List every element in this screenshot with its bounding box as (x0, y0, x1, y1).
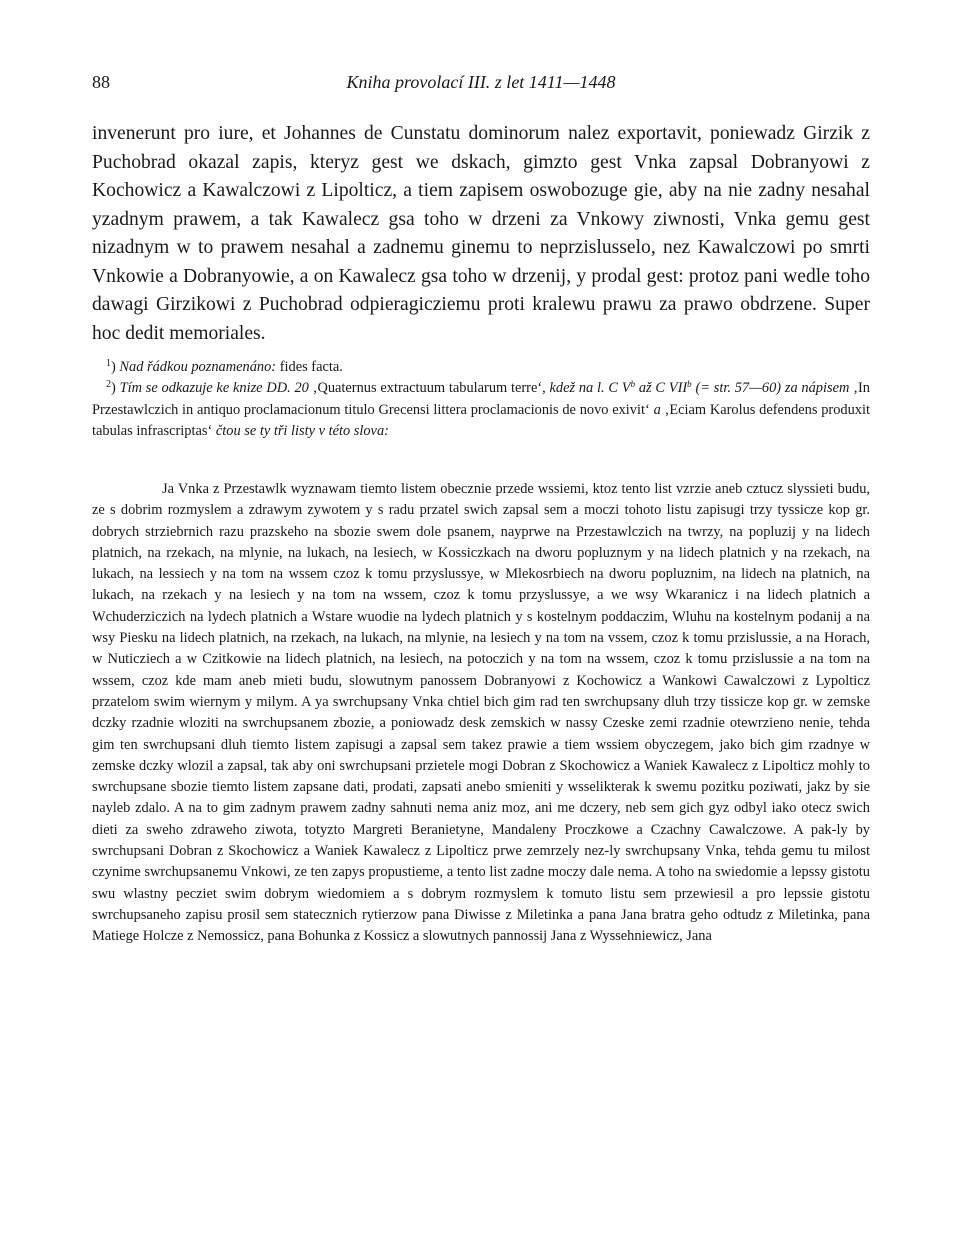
footnote-2-editorial-6: čtou se ty tři listy v této slova: (215, 422, 389, 439)
charter-text: Ja Vnka z Przestawlk wyznawam tiemto listem obecznie przede wssiemi, ktoz tento list vzrzie aneb cztucz slyssieti budu, ze s dobrim rozmyslem a zdrawym zywotem y s radu przatel swich zapsal sem a moczi tohoto listu zapisugi trzy tyssicze kop gr. dobrych strziebrnich razu prazskeho na sbozie swem dole psanem, nayprwe na Przestawlczich na twrzy, na popluzij y na lidech platnich, na rzekach, na mlynie, na lukach, na lesiech, w Kossiczkach na dworu popluznym y na lidech platnich y na rzekach, na lukach, na lessiech y na tom na wssem czoz k tomu przyslussye, w Mlekosrbiech na dworu popluznim, na lidech na platnich, na lukach, na rzekach y na lesiech y na tom na wssem, czoz k tomu przyslussye, a we wsy Wkaranicz i na lidech platnich a Wchuderziczich na lydech platnich a Wstare wuodie na lydech platnich y s kostelnym poddaczim, Wluhu na kostelnym podanij a na wsy Piesku na lidech platnich, na rzekach, na lukach, na mlynie, na lesiech y na tom na vssem, czoz k tomu przislussie, a na Horach, w Nuticziech a w Czitkowie na lidech platnich, na lesiech, na potoczich y na tom na wssem, czoz k tomu przislussie a na tom na wssem, czoz kde mam aneb mieti budu, slowutnym panossem Dobranyowi z Kochowicz a Wankowi Cawalczowi z Lypolticz przatelom swim wiernym y milym. A ya swrchupsany Vnka chtiel bich gim rad ten swrchupsany dluh trzy tissicze kop gr. w zemske dczky rzadnie wloziti na swrchupsanem zbozie, a poniowadz desk zemskich w nassy Czeske zemi rzadnie otewrzieno nenie, tehda gim ten swrchupsani dluh tiemto listem zapisugi a zapsal sem takez prawie a tiem wssiem obyczegem, jako bich gim rzadnye w zemske dczky wlozil a zapsal, tak aby oni swrchupsani przietele mogi Dobran z Skochowicz a Waniek Kawalecz z Lipolticz mohly to swrchupsane sbozie tiemto listem zapsane dati, prodati, zapsati anebo smieniti y wsselikterak k swemu pozitku poziwati, jakz by sie nayleb zdalo. A na to gim zadnym prawem zadny sahnuti nema aniz moz, ani me dczery, neb sem gich gyz odbyl iako otecz swich dieti za sweho zdraweho ziwota, totyzto Margreti Beranietyne, Mandaleny Proczkowe a Czachny Cawalczowe. A pak-ly by swrchupsani Dobran z Skochowicz a Waniek Kawalecz z Lipolticz prwe zemrzely nez-ly swrchupsany Vnka, tehda gemu tu milost czynime swrchupsanemu Vnkowi, ze ten zapys propustieme, a tento list zadne moczy dale nema. A toho na swiedomie a lepssy gistotu swu wlastny pecziet swim dobrym wiedomiem a s dobrym rozmyslem k tomuto listu sem przewiesil a pro lepssie gistotu swrchupsaneho zapisu prosil sem statecznich rytierzow pana Diwisse z Miletinka a pana Jana bratra geho odtudz z Miletinka, pana Matiege Holcze z Nemossicz, pana Bohunka z Kossicz a slowutnych pannossij Jana z Wyssehniewicz, Jana (92, 481, 870, 945)
footnote-2-editorial-2: kdež na l. C V (549, 380, 631, 397)
footnote-2-paren: ) (111, 380, 116, 397)
footnote-1 (92, 357, 870, 378)
footnote-1-editorial: Nad řádkou poznamenáno: (119, 359, 277, 375)
running-title: Kniha provolací III. z let 1411—1448 (346, 72, 616, 92)
main-paragraph: invenerunt pro iure, et Johannes de Cunstatu dominorum nalez exportavit, poniewadz Girzik z Puchobrad okazal zapis, kteryz gest we dskach, gimzto gest Vnka zapsal Dobranyowi z Kochowicz a Kawalczowi z Lipolticz, a tiem zapisem oswobozuge gie, aby na nie zadny nesahal yzadnym prawem, a tak Kawalecz gsa toho w drzeni za Vnkowy ziwnosti, Vnka gemu gest nizadnym w to prawem nesahal a zadnemu ginemu to neprzislusselo, nez Kawalczowi po smrti Vnkowie a Dobranyowie, a on Kawalecz gsa toho w drzenij, y prodal gest: protoz pani wedle toho dawagi Girzikowi z Puchobrad odpieragicziemu proti kralewu prawu za prawo obdrzene. Super hoc dedit memoriales. (92, 123, 870, 344)
page-header (92, 72, 870, 98)
footnote-2 (92, 378, 870, 442)
footnote-2-superscript-1: b (630, 379, 636, 390)
footnote-2-editorial-4: (= str. 57—60) za nápisem (695, 380, 850, 397)
footnotes (92, 357, 870, 442)
footnote-1-paren: ) (111, 359, 116, 375)
footnote-1-mark: 1 (106, 358, 111, 369)
footnote-2-editorial-1: Tím se odkazuje ke knize DD. 20 (119, 380, 309, 397)
footnote-2-quote-1: ‚Quaternus extractuum tabularum terre‘, (312, 380, 546, 397)
footnote-2-mark: 2 (106, 379, 111, 391)
footnote-2-quote-3: ‚Eciam Karolus defendens produxit tabulas infrascriptas‘ (92, 401, 870, 439)
page-number: 88 (92, 72, 110, 92)
footnote-2-editorial-3: až C VII (638, 380, 688, 397)
footnote-1-text: fides facta. (279, 359, 343, 375)
footnote-2-superscript-2: b (687, 379, 692, 390)
footnote-2-editorial-5: a (653, 401, 661, 418)
footnote-2-quote-2: ‚In Przestawlczich in antiquo proclamacionum titulo Grecensi littera proclamacionis de novo exivit‘ (92, 380, 870, 418)
